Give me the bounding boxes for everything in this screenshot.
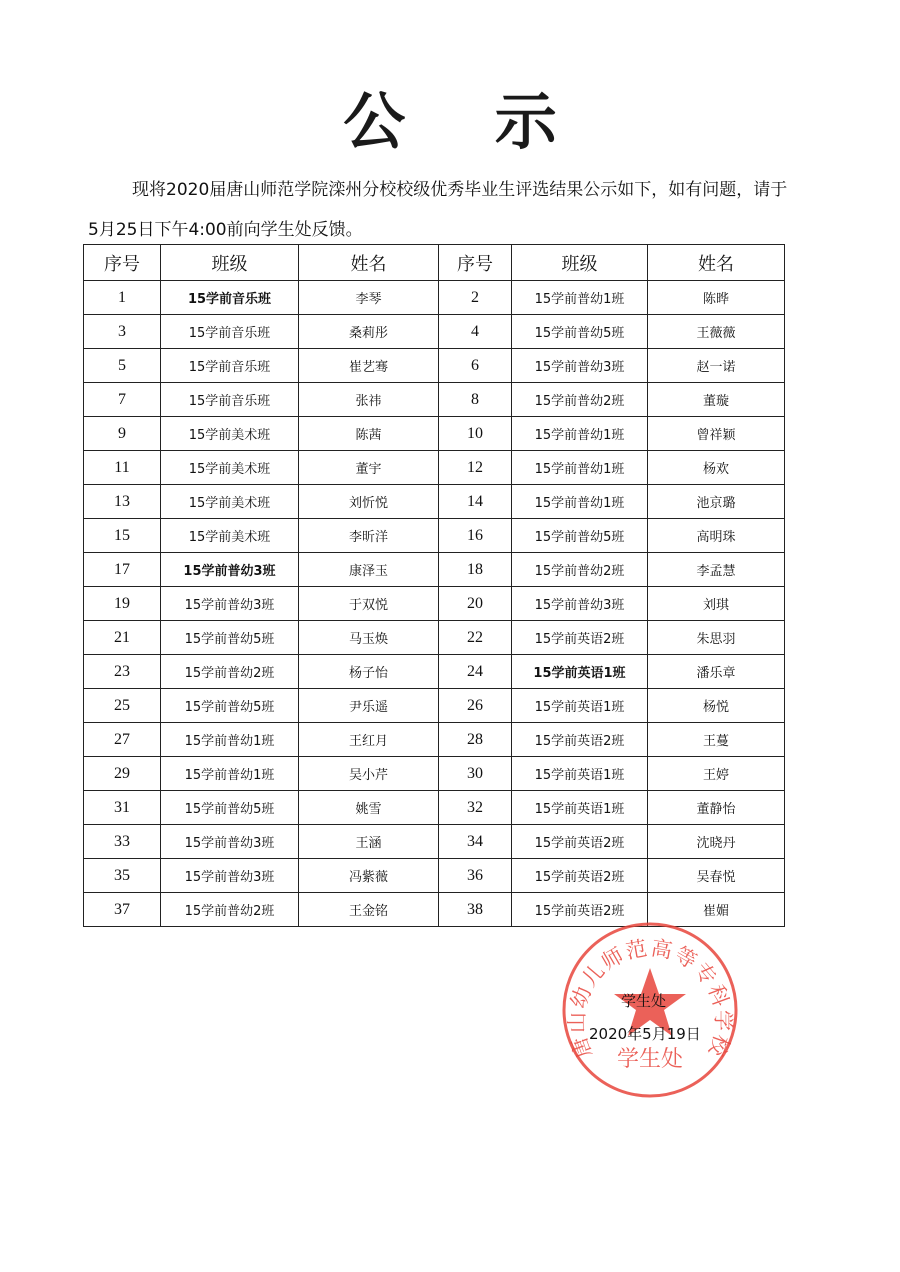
class-cell: 15学前音乐班 bbox=[161, 315, 299, 349]
name-cell: 吴春悦 bbox=[648, 859, 785, 893]
seq-cell: 24 bbox=[439, 655, 512, 689]
class-cell: 15学前普幼1班 bbox=[512, 451, 648, 485]
name-cell: 董静怡 bbox=[648, 791, 785, 825]
name-cell: 朱思羽 bbox=[648, 621, 785, 655]
class-cell: 15学前英语1班 bbox=[512, 689, 648, 723]
name-cell: 王金铭 bbox=[299, 893, 439, 927]
seq-cell: 35 bbox=[84, 859, 161, 893]
table-row bbox=[84, 451, 785, 485]
class-cell: 15学前美术班 bbox=[161, 417, 299, 451]
name-cell: 李琴 bbox=[299, 281, 439, 315]
name-cell: 冯紫薇 bbox=[299, 859, 439, 893]
name-cell: 张祎 bbox=[299, 383, 439, 417]
class-cell: 15学前普幼1班 bbox=[512, 281, 648, 315]
name-cell: 沈晓丹 bbox=[648, 825, 785, 859]
class-cell: 15学前英语2班 bbox=[512, 893, 648, 927]
header-class: 班级 bbox=[161, 245, 299, 281]
class-cell: 15学前普幼3班 bbox=[161, 825, 299, 859]
seq-cell: 23 bbox=[84, 655, 161, 689]
seq-cell: 1 bbox=[84, 281, 161, 315]
class-cell: 15学前美术班 bbox=[161, 519, 299, 553]
seq-cell: 36 bbox=[439, 859, 512, 893]
seq-cell: 30 bbox=[439, 757, 512, 791]
issue-date: 2020年5月19日 bbox=[589, 1025, 701, 1043]
name-cell: 刘琪 bbox=[648, 587, 785, 621]
seq-cell: 16 bbox=[439, 519, 512, 553]
seq-cell: 28 bbox=[439, 723, 512, 757]
table-row bbox=[84, 349, 785, 383]
class-cell: 15学前普幼1班 bbox=[161, 757, 299, 791]
seq-cell: 33 bbox=[84, 825, 161, 859]
class-cell: 15学前普幼2班 bbox=[161, 893, 299, 927]
seq-cell: 32 bbox=[439, 791, 512, 825]
class-cell: 15学前英语2班 bbox=[512, 825, 648, 859]
name-cell: 姚雪 bbox=[299, 791, 439, 825]
name-cell: 康泽玉 bbox=[299, 553, 439, 587]
table-row bbox=[84, 553, 785, 587]
seq-cell: 9 bbox=[84, 417, 161, 451]
header-name: 姓名 bbox=[299, 245, 439, 281]
announcement-text: 现将2020届唐山师范学院滦州分校校级优秀毕业生评选结果公示如下，如有问题，请于5月25日下午4:00前向学生处反馈。 bbox=[88, 180, 788, 240]
name-cell: 王婷 bbox=[648, 757, 785, 791]
seq-cell: 11 bbox=[84, 451, 161, 485]
seq-cell: 13 bbox=[84, 485, 161, 519]
class-cell: 15学前普幼5班 bbox=[161, 791, 299, 825]
name-cell: 李昕洋 bbox=[299, 519, 439, 553]
name-cell: 赵一诺 bbox=[648, 349, 785, 383]
seq-cell: 34 bbox=[439, 825, 512, 859]
class-cell: 15学前普幼1班 bbox=[512, 417, 648, 451]
table-row bbox=[84, 859, 785, 893]
name-cell: 李孟慧 bbox=[648, 553, 785, 587]
table-row bbox=[84, 655, 785, 689]
class-cell: 15学前普幼3班 bbox=[512, 587, 648, 621]
seq-cell: 22 bbox=[439, 621, 512, 655]
class-cell: 15学前普幼3班 bbox=[161, 587, 299, 621]
table-row bbox=[84, 315, 785, 349]
table-row bbox=[84, 519, 785, 553]
seq-cell: 27 bbox=[84, 723, 161, 757]
seq-cell: 4 bbox=[439, 315, 512, 349]
seq-cell: 20 bbox=[439, 587, 512, 621]
class-cell: 15学前英语1班 bbox=[512, 655, 648, 689]
class-cell: 15学前普幼2班 bbox=[161, 655, 299, 689]
table-row bbox=[84, 791, 785, 825]
name-cell: 崔艺骞 bbox=[299, 349, 439, 383]
name-cell: 董璇 bbox=[648, 383, 785, 417]
seq-cell: 29 bbox=[84, 757, 161, 791]
table-row bbox=[84, 825, 785, 859]
name-cell: 桑莉彤 bbox=[299, 315, 439, 349]
name-cell: 潘乐章 bbox=[648, 655, 785, 689]
seq-cell: 26 bbox=[439, 689, 512, 723]
header-name: 姓名 bbox=[648, 245, 785, 281]
name-cell: 杨悦 bbox=[648, 689, 785, 723]
class-cell: 15学前普幼3班 bbox=[161, 553, 299, 587]
name-cell: 吴小芹 bbox=[299, 757, 439, 791]
table-row bbox=[84, 723, 785, 757]
award-roster-table bbox=[83, 244, 785, 927]
table-row bbox=[84, 383, 785, 417]
name-cell: 王涵 bbox=[299, 825, 439, 859]
seal-center-text: 学生处 bbox=[616, 1047, 684, 1072]
name-cell: 王薇薇 bbox=[648, 315, 785, 349]
name-cell: 陈晔 bbox=[648, 281, 785, 315]
table-row bbox=[84, 417, 785, 451]
name-cell: 于双悦 bbox=[299, 587, 439, 621]
seq-cell: 25 bbox=[84, 689, 161, 723]
seq-cell: 31 bbox=[84, 791, 161, 825]
class-cell: 15学前音乐班 bbox=[161, 281, 299, 315]
seq-cell: 8 bbox=[439, 383, 512, 417]
name-cell: 崔媚 bbox=[648, 893, 785, 927]
class-cell: 15学前普幼1班 bbox=[161, 723, 299, 757]
header-class: 班级 bbox=[512, 245, 648, 281]
class-cell: 15学前英语1班 bbox=[512, 791, 648, 825]
class-cell: 15学前普幼1班 bbox=[512, 485, 648, 519]
seq-cell: 3 bbox=[84, 315, 161, 349]
class-cell: 15学前英语2班 bbox=[512, 723, 648, 757]
seq-cell: 6 bbox=[439, 349, 512, 383]
seq-cell: 21 bbox=[84, 621, 161, 655]
seal-ring-text: 唐山幼儿师范高等专科学校 bbox=[564, 935, 736, 1062]
class-cell: 15学前普幼5班 bbox=[161, 621, 299, 655]
seq-cell: 10 bbox=[439, 417, 512, 451]
seq-cell: 17 bbox=[84, 553, 161, 587]
table-row bbox=[84, 485, 785, 519]
seq-cell: 19 bbox=[84, 587, 161, 621]
class-cell: 15学前音乐班 bbox=[161, 349, 299, 383]
seq-cell: 2 bbox=[439, 281, 512, 315]
seq-cell: 12 bbox=[439, 451, 512, 485]
class-cell: 15学前普幼5班 bbox=[161, 689, 299, 723]
seq-cell: 14 bbox=[439, 485, 512, 519]
seq-cell: 7 bbox=[84, 383, 161, 417]
table-body bbox=[84, 281, 785, 927]
page-title: 公 示 bbox=[343, 85, 591, 158]
class-cell: 15学前普幼2班 bbox=[512, 553, 648, 587]
name-cell: 杨欢 bbox=[648, 451, 785, 485]
name-cell: 王红月 bbox=[299, 723, 439, 757]
name-cell: 董宇 bbox=[299, 451, 439, 485]
seq-cell: 38 bbox=[439, 893, 512, 927]
class-cell: 15学前英语1班 bbox=[512, 757, 648, 791]
name-cell: 曾祥颖 bbox=[648, 417, 785, 451]
header-seq: 序号 bbox=[439, 245, 512, 281]
table-header-row bbox=[84, 245, 785, 281]
class-cell: 15学前普幼5班 bbox=[512, 519, 648, 553]
class-cell: 15学前普幼3班 bbox=[512, 349, 648, 383]
name-cell: 池京璐 bbox=[648, 485, 785, 519]
name-cell: 尹乐遥 bbox=[299, 689, 439, 723]
table-row bbox=[84, 689, 785, 723]
seq-cell: 18 bbox=[439, 553, 512, 587]
table-row bbox=[84, 587, 785, 621]
name-cell: 高明珠 bbox=[648, 519, 785, 553]
class-cell: 15学前英语2班 bbox=[512, 621, 648, 655]
table-row bbox=[84, 281, 785, 315]
issuing-office: 学生处 bbox=[621, 992, 667, 1010]
class-cell: 15学前美术班 bbox=[161, 485, 299, 519]
name-cell: 王蔓 bbox=[648, 723, 785, 757]
header-seq: 序号 bbox=[84, 245, 161, 281]
seq-cell: 15 bbox=[84, 519, 161, 553]
name-cell: 刘忻悦 bbox=[299, 485, 439, 519]
class-cell: 15学前美术班 bbox=[161, 451, 299, 485]
class-cell: 15学前普幼5班 bbox=[512, 315, 648, 349]
name-cell: 陈茜 bbox=[299, 417, 439, 451]
table-row bbox=[84, 757, 785, 791]
class-cell: 15学前音乐班 bbox=[161, 383, 299, 417]
name-cell: 杨子怡 bbox=[299, 655, 439, 689]
seq-cell: 37 bbox=[84, 893, 161, 927]
class-cell: 15学前普幼2班 bbox=[512, 383, 648, 417]
class-cell: 15学前英语2班 bbox=[512, 859, 648, 893]
seq-cell: 5 bbox=[84, 349, 161, 383]
class-cell: 15学前普幼3班 bbox=[161, 859, 299, 893]
name-cell: 马玉焕 bbox=[299, 621, 439, 655]
table-row bbox=[84, 621, 785, 655]
